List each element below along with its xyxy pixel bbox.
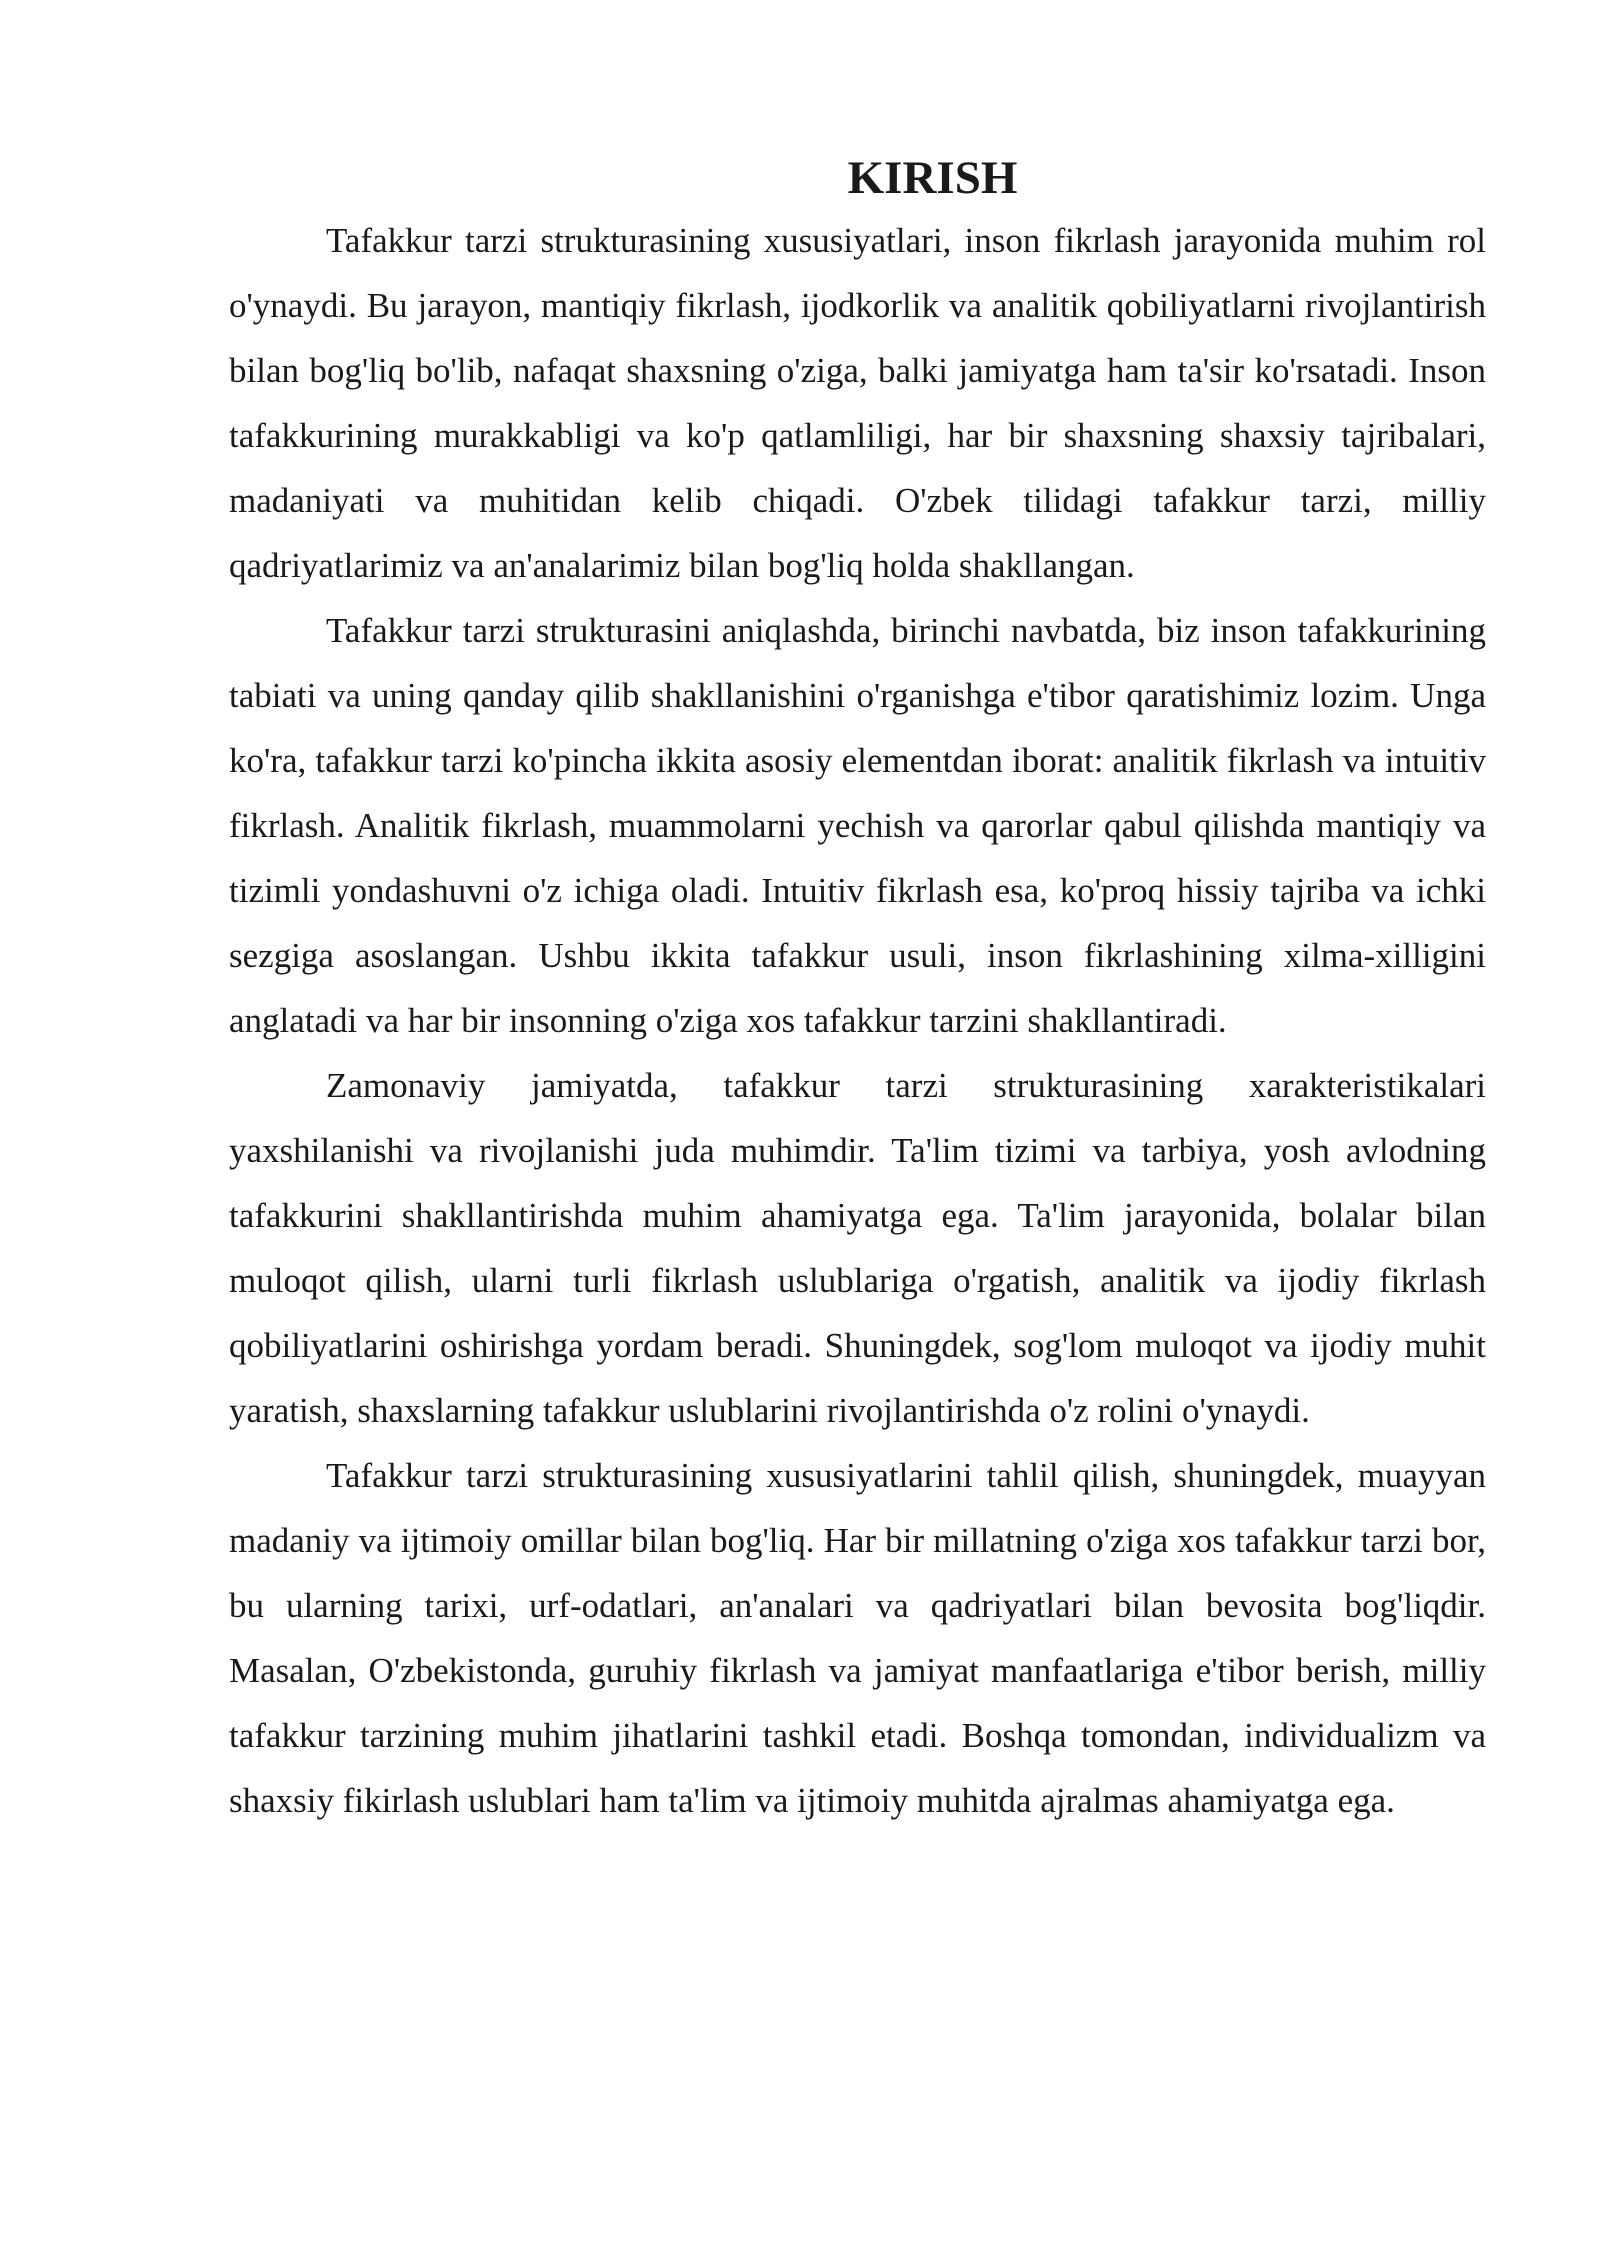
paragraph-4: Tafakkur tarzi strukturasining xususiyatlarini tahlil qilish, shuningdek, muayyan madaniy va ijtimoiy omillar bilan bog'liq. Har bir millatning o'ziga xos tafakkur tarzi bor, bu ularning tarixi, urf-odatlari, an'analari va qadriyatlari bilan bevosita bog'liqdir. Masalan, O'zbekistonda, guruhiy fikrlash va jamiyat manfaatlariga e'tibor berish, milliy tafakkur tarzining muhim jihatlarini tashkil etadi. Boshqa tomondan, individualizm va shaxsiy fikirlash uslublari ham ta'lim va ijtimoiy muhitda ajralmas ahamiyatga ega. (229, 1456, 1486, 1820)
paragraph-3: Zamonaviy jamiyatda, tafakkur tarzi strukturasining xarakteristikalari yaxshilanishi va rivojlanishi juda muhimdir. Ta'lim tizimi va tarbiya, yosh avlodning tafakkurini shakllantirishda muhim ahamiyatga ega. Ta'lim jarayonida, bolalar bilan muloqot qilish, ularni turli fikrlash uslublariga o'rgatish, analitik va ijodiy fikrlash qobiliyatlarini oshirishga yordam beradi. Shuningdek, sog'lom muloqot va ijodiy muhit yaratish, shaxslarning tafakkur uslublarini rivojlantirishda o'z rolini o'ynaydi. (229, 1066, 1486, 1430)
paragraph-1: Tafakkur tarzi strukturasining xususiyatlari, inson fikrlash jarayonida muhim rol o'ynaydi. Bu jarayon, mantiqiy fikrlash, ijodkorlik va analitik qobiliyatlarni rivojlantirish bilan bog'liq bo'lib, nafaqat shaxsning o'ziga, balki jamiyatga ham ta'sir ko'rsatadi. Inson tafakkurining murakkabligi va ko'p qatlamliligi, har bir shaxsning shaxsiy tajribalari, madaniyati va muhitidan kelib chiqadi. O'zbek tilidagi tafakkur tarzi, milliy qadriyatlarimiz va an'analarimiz bilan bog'liq holda shakllangan. (229, 221, 1486, 585)
paragraph-2: Tafakkur tarzi strukturasini aniqlashda, birinchi navbatda, biz inson tafakkurining tabiati va uning qanday qilib shakllanishini o'rganishga e'tibor qaratishimiz lozim. Unga ko'ra, tafakkur tarzi ko'pincha ikkita asosiy elementdan iborat: analitik fikrlash va intuitiv fikrlash. Analitik fikrlash, muammolarni yechish va qarorlar qabul qilishda mantiqiy va tizimli yondashuvni o'z ichiga oladi. Intuitiv fikrlash esa, ko'proq hissiy tajriba va ichki sezgiga asoslangan. Ushbu ikkita tafakkur usuli, inson fikrlashining xilma-xilligini anglatadi va har bir insonning o'ziga xos tafakkur tarzini shakllantiradi. (229, 611, 1486, 1040)
document-page (229, 150, 1486, 1833)
page-title: KIRISH (847, 152, 1018, 204)
